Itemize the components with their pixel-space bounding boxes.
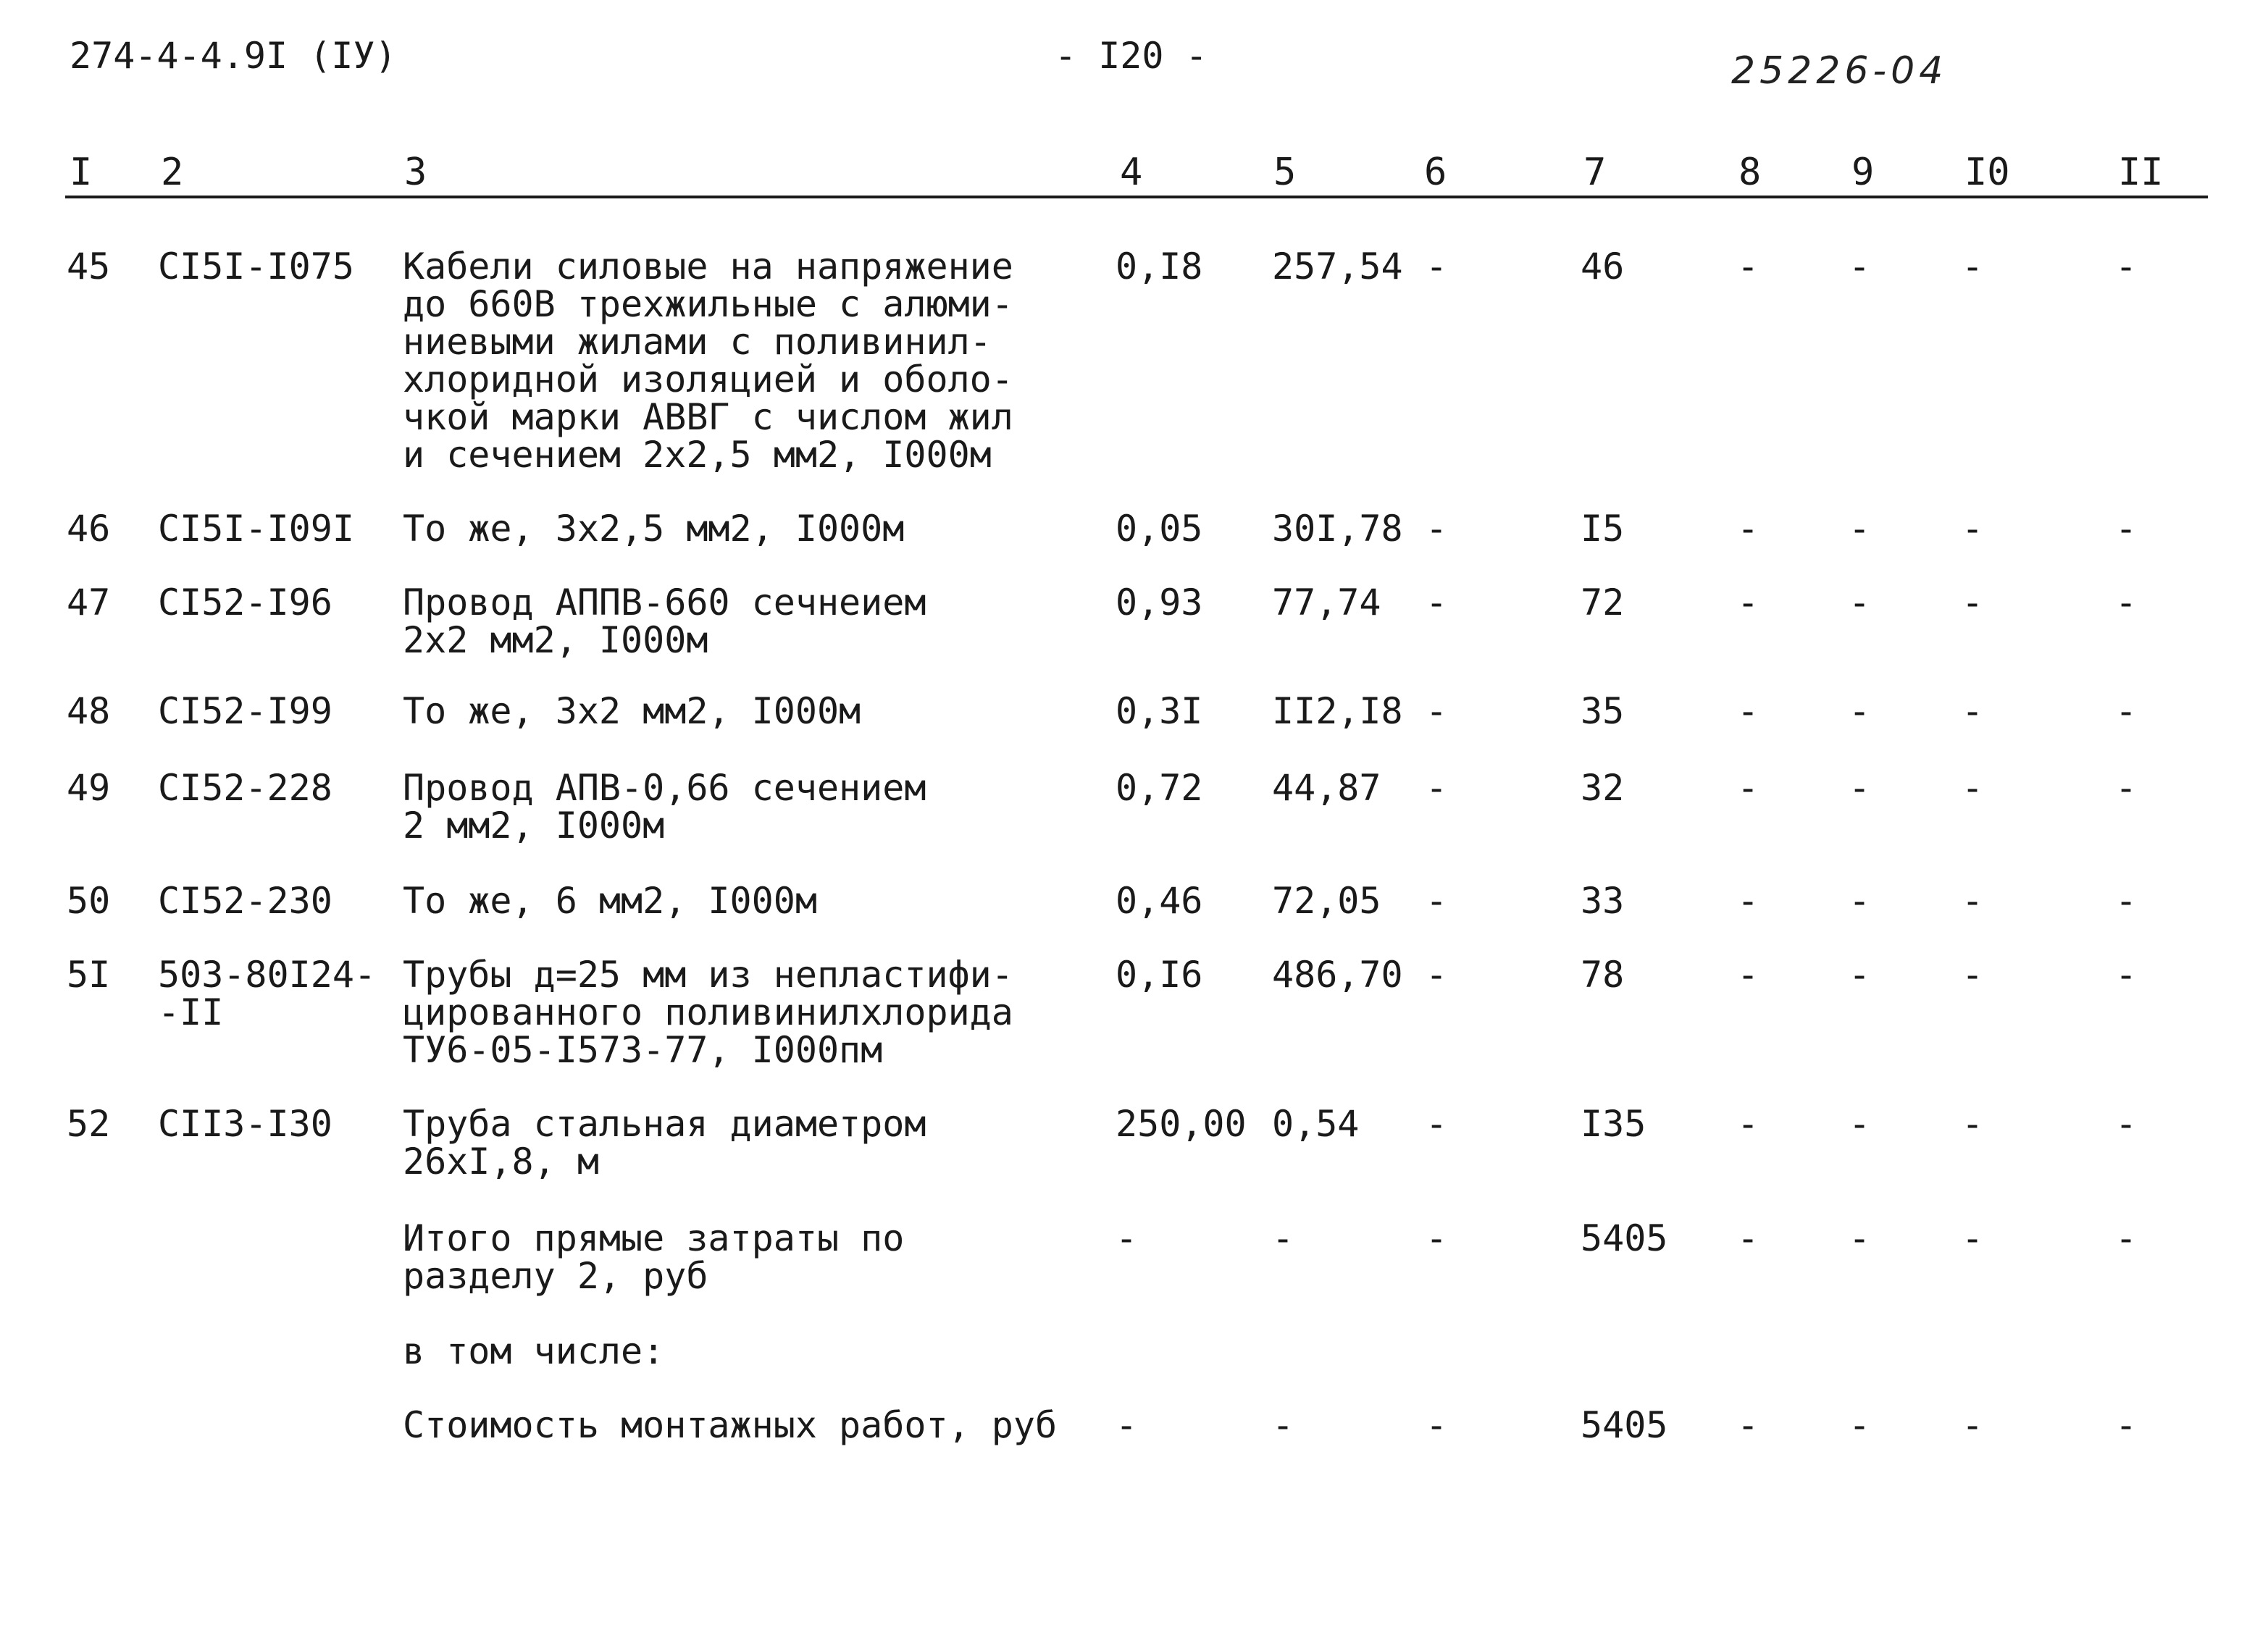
table-cell-row3-col8: - (1737, 581, 1759, 623)
handwritten-stamp-number: 25226-04 (1731, 49, 1948, 93)
table-cell-row10-col3: в том числе: (403, 1330, 665, 1372)
table-cell-row8-col3: Труба стальная диаметром 26хI,8, м (403, 1103, 926, 1183)
table-cell-row8-col11: - (2115, 1103, 2138, 1145)
table-cell-row7-col7: 78 (1581, 954, 1625, 996)
table-cell-row1-col1: 45 (67, 245, 111, 287)
table-cell-row7-col10: - (1962, 954, 1984, 996)
table-cell-row1-col6: - (1426, 245, 1448, 287)
table-cell-row7-col11: - (2115, 954, 2138, 996)
table-cell-row2-col1: 46 (67, 508, 111, 550)
table-cell-row4-col9: - (1849, 690, 1871, 732)
table-cell-row1-col4: 0,I8 (1116, 245, 1203, 287)
table-cell-row6-col4: 0,46 (1116, 880, 1203, 922)
table-cell-row3-col7: 72 (1581, 581, 1625, 623)
table-cell-row7-col3: Трубы д=25 мм из непластифи- цированного поливинилхлорида ТУ6-05-I573-77, I000пм (403, 954, 1013, 1071)
table-cell-row9-col9: - (1849, 1217, 1871, 1259)
table-cell-row9-col6: - (1426, 1217, 1448, 1259)
table-cell-row1-col3: Кабели силовые на напряжение до 660В трехжильные с алюми- ниевыми жилами с поливинил- хлоридной изоляцией и оболо- чкой марки АВВГ с числом жил и сечением 2х2,5 мм2, I000м (403, 245, 1013, 476)
table-cell-row6-col1: 50 (67, 880, 111, 922)
table-cell-row9-col3: Итого прямые затраты по разделу 2, руб (403, 1217, 905, 1297)
table-cell-row7-col2: 503-80I24- -II (158, 954, 377, 1033)
table-cell-row7-col6: - (1426, 954, 1448, 996)
table-cell-row4-col11: - (2115, 690, 2138, 732)
table-cell-row4-col1: 48 (67, 690, 111, 732)
table-cell-row4-col4: 0,3I (1116, 690, 1203, 732)
table-cell-row7-col8: - (1737, 954, 1759, 996)
table-cell-row11-col11: - (2115, 1404, 2138, 1446)
table-cell-row11-col3: Стоимость монтажных работ, руб (403, 1404, 1058, 1446)
table-cell-row1-col11: - (2115, 245, 2138, 287)
column-header-7: 7 (1583, 151, 1607, 194)
table-cell-row1-col7: 46 (1581, 245, 1625, 287)
table-cell-row5-col6: - (1426, 767, 1448, 809)
table-cell-row8-col2: CII3-I30 (158, 1103, 332, 1145)
table-cell-row1-col5: 257,54 (1272, 245, 1403, 287)
table-cell-row11-col4: - (1116, 1404, 1138, 1446)
table-cell-row3-col6: - (1426, 581, 1448, 623)
table-cell-row11-col10: - (1962, 1404, 1984, 1446)
table-cell-row11-col8: - (1737, 1404, 1759, 1446)
table-cell-row6-col3: То же, 6 мм2, I000м (403, 880, 817, 922)
table-cell-row3-col3: Провод АППВ-660 сечнеием 2х2 мм2, I000м (403, 581, 926, 661)
table-cell-row9-col5: - (1272, 1217, 1294, 1259)
table-cell-row5-col7: 32 (1581, 767, 1625, 809)
table-cell-row7-col1: 5I (67, 954, 111, 996)
table-cell-row2-col7: I5 (1581, 508, 1625, 550)
table-cell-row8-col7: I35 (1581, 1103, 1646, 1145)
table-cell-row3-col5: 77,74 (1272, 581, 1381, 623)
table-cell-row2-col9: - (1849, 508, 1871, 550)
table-cell-row2-col11: - (2115, 508, 2138, 550)
column-header-11: II (2118, 151, 2164, 194)
table-cell-row5-col5: 44,87 (1272, 767, 1381, 809)
table-cell-row7-col4: 0,I6 (1116, 954, 1203, 996)
page-number: - I20 - (1055, 35, 1208, 77)
table-cell-row1-col2: CI5I-I075 (158, 245, 354, 287)
table-cell-row7-col9: - (1849, 954, 1871, 996)
column-header-10: I0 (1964, 151, 2010, 194)
table-cell-row6-col6: - (1426, 880, 1448, 922)
table-cell-row8-col1: 52 (67, 1103, 111, 1145)
table-cell-row9-col7: 5405 (1581, 1217, 1668, 1259)
header-rule (65, 196, 2208, 198)
table-cell-row6-col5: 72,05 (1272, 880, 1381, 922)
table-cell-row9-col11: - (2115, 1217, 2138, 1259)
table-cell-row11-col6: - (1426, 1404, 1448, 1446)
table-cell-row4-col8: - (1737, 690, 1759, 732)
table-cell-row8-col8: - (1737, 1103, 1759, 1145)
table-cell-row8-col5: 0,54 (1272, 1103, 1360, 1145)
table-cell-row3-col1: 47 (67, 581, 111, 623)
table-cell-row4-col7: 35 (1581, 690, 1625, 732)
column-header-5: 5 (1273, 151, 1297, 194)
table-cell-row1-col9: - (1849, 245, 1871, 287)
table-cell-row9-col4: - (1116, 1217, 1138, 1259)
table-cell-row2-col5: 30I,78 (1272, 508, 1403, 550)
table-cell-row2-col10: - (1962, 508, 1984, 550)
table-cell-row3-col11: - (2115, 581, 2138, 623)
table-cell-row3-col2: CI52-I96 (158, 581, 332, 623)
table-cell-row8-col6: - (1426, 1103, 1448, 1145)
table-cell-row8-col10: - (1962, 1103, 1984, 1145)
table-cell-row4-col6: - (1426, 690, 1448, 732)
table-cell-row6-col2: CI52-230 (158, 880, 332, 922)
table-cell-row9-col8: - (1737, 1217, 1759, 1259)
table-cell-row2-col4: 0,05 (1116, 508, 1203, 550)
table-cell-row4-col5: II2,I8 (1272, 690, 1403, 732)
table-cell-row6-col11: - (2115, 880, 2138, 922)
table-cell-row3-col4: 0,93 (1116, 581, 1203, 623)
table-cell-row7-col5: 486,70 (1272, 954, 1403, 996)
column-header-8: 8 (1738, 151, 1762, 194)
table-cell-row3-col10: - (1962, 581, 1984, 623)
column-header-9: 9 (1851, 151, 1875, 194)
column-header-2: 2 (161, 151, 184, 194)
table-cell-row5-col8: - (1737, 767, 1759, 809)
table-cell-row11-col9: - (1849, 1404, 1871, 1446)
table-cell-row4-col2: CI52-I99 (158, 690, 332, 732)
table-cell-row5-col1: 49 (67, 767, 111, 809)
table-cell-row11-col5: - (1272, 1404, 1294, 1446)
column-header-3: 3 (404, 151, 427, 194)
table-cell-row4-col3: То же, 3х2 мм2, I000м (403, 690, 861, 732)
table-cell-row5-col4: 0,72 (1116, 767, 1203, 809)
table-cell-row1-col10: - (1962, 245, 1984, 287)
document-code: 274-4-4.9I (IУ) (70, 35, 397, 77)
table-cell-row6-col7: 33 (1581, 880, 1625, 922)
table-cell-row4-col10: - (1962, 690, 1984, 732)
table-cell-row1-col8: - (1737, 245, 1759, 287)
table-cell-row5-col3: Провод АПВ-0,66 сечением 2 мм2, I000м (403, 767, 926, 847)
table-cell-row3-col9: - (1849, 581, 1871, 623)
table-cell-row2-col6: - (1426, 508, 1448, 550)
column-header-1: I (70, 151, 93, 194)
table-cell-row2-col3: То же, 3х2,5 мм2, I000м (403, 508, 905, 550)
table-cell-row5-col11: - (2115, 767, 2138, 809)
table-cell-row2-col8: - (1737, 508, 1759, 550)
table-cell-row5-col10: - (1962, 767, 1984, 809)
table-cell-row6-col8: - (1737, 880, 1759, 922)
column-header-4: 4 (1120, 151, 1143, 194)
table-cell-row5-col9: - (1849, 767, 1871, 809)
table-cell-row5-col2: CI52-228 (158, 767, 332, 809)
table-cell-row11-col7: 5405 (1581, 1404, 1668, 1446)
table-cell-row2-col2: CI5I-I09I (158, 508, 354, 550)
table-cell-row9-col10: - (1962, 1217, 1984, 1259)
table-cell-row6-col10: - (1962, 880, 1984, 922)
table-cell-row6-col9: - (1849, 880, 1871, 922)
table-cell-row8-col9: - (1849, 1103, 1871, 1145)
column-header-6: 6 (1424, 151, 1447, 194)
table-cell-row8-col4: 250,00 (1116, 1103, 1247, 1145)
